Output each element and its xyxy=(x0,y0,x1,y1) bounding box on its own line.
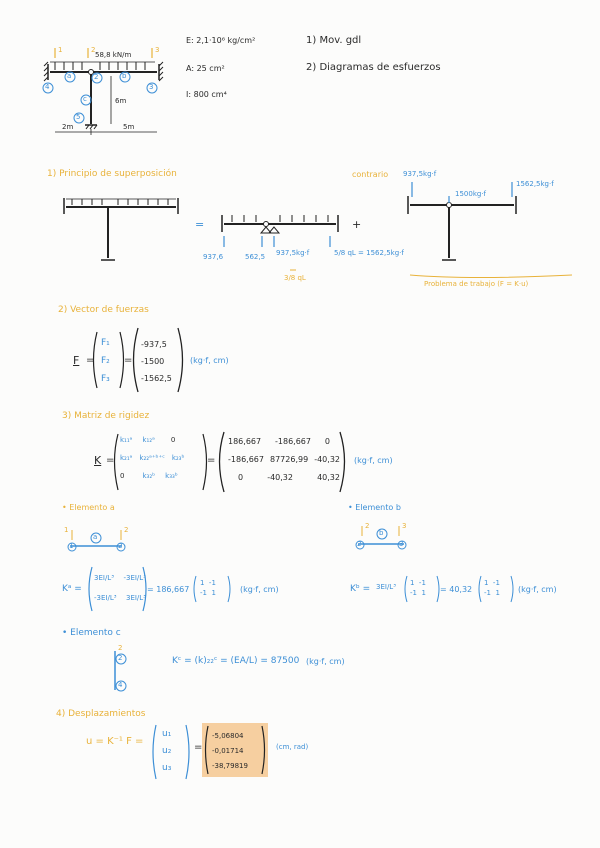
equals-sign: = xyxy=(194,742,203,753)
force-vector-symbol: F xyxy=(73,354,80,367)
node-label: 4 xyxy=(45,83,50,91)
displacement-values xyxy=(212,729,248,774)
displacement-value: -0,01714 xyxy=(212,747,244,755)
displacement-formula: u = K⁻¹ F = xyxy=(86,736,144,747)
task-1: 1) Mov. gdl xyxy=(306,35,362,46)
stiffness-matrix-symbol: K xyxy=(94,454,102,467)
element-label: a xyxy=(93,533,98,541)
reaction-label: 937,5kg·f xyxy=(276,249,310,257)
section-title: 2) Vector de fuerzas xyxy=(58,305,149,315)
stiffness-symbol: k₃₃ᵇ xyxy=(165,472,178,480)
stiffness-value: -186,667 xyxy=(275,437,311,446)
node-label: 3 xyxy=(149,83,154,91)
matrix-cell: 1 xyxy=(495,589,500,597)
element-b-lhs: Kᵇ = xyxy=(350,584,371,594)
element-label: c xyxy=(83,95,87,103)
units-label: (cm, rad) xyxy=(276,743,309,751)
note-label: 3/8 qL xyxy=(284,274,306,282)
load-label: 58,8 kN/m xyxy=(95,51,132,59)
element-b-title: • Elemento b xyxy=(348,503,401,512)
dof-label: 2 xyxy=(118,644,123,652)
stiffness-symbol: 0 xyxy=(170,436,176,444)
element-c-title: • Elemento c xyxy=(62,628,121,638)
stiffness-symbol: 0 xyxy=(120,472,125,480)
equals-sign: = xyxy=(195,218,205,231)
stiffness-value: 0 xyxy=(324,437,330,446)
stiffness-value: 0 xyxy=(238,473,244,482)
dof-label: 1 xyxy=(64,526,69,534)
force-symbol: F₂ xyxy=(101,356,110,366)
prop-E: E: 2,1·10⁶ kg/cm² xyxy=(186,36,256,45)
node-label: 2 xyxy=(118,542,123,550)
units-label: (kg·f, cm) xyxy=(518,585,557,594)
matrix-cell: -1 xyxy=(410,589,417,597)
dof-label: 2 xyxy=(365,522,370,530)
matrix-cell: -1 xyxy=(484,589,491,597)
matrix-cell: 1 xyxy=(410,579,415,587)
task-2: 2) Diagramas de esfuerzos xyxy=(306,62,441,73)
element-c-formula: Kᶜ = (k)₂₂ᶜ = (EA/L) = 87500 xyxy=(172,656,300,666)
force-symbol: F₃ xyxy=(101,374,110,384)
node-label: 2 xyxy=(357,540,362,548)
matrix-cell: -1 xyxy=(492,579,500,587)
reaction-label: 5/8 qL = 1562,5kg·f xyxy=(334,249,404,257)
matrix-cell: -1 xyxy=(200,589,207,597)
units-label: (kg·f, cm) xyxy=(190,356,229,365)
stiffness-value: -186,667 xyxy=(228,455,264,464)
load-label: 1500kg·f xyxy=(455,190,487,198)
node-label: 1 xyxy=(69,542,74,550)
dof-label: 2 xyxy=(124,526,129,534)
stiffness-symbol: k₂₂ᵃ⁺ᵇ⁺ᶜ xyxy=(139,454,165,462)
stiffness-symbol: k₃₂ᵇ xyxy=(142,472,156,480)
prop-A: A: 25 cm² xyxy=(186,64,225,73)
force-value: -937,5 xyxy=(141,340,167,349)
element-a-result: = 186,667 xyxy=(147,585,190,594)
reaction-label: 562,5 xyxy=(245,253,266,261)
force-value: -1562,5 xyxy=(141,374,172,383)
force-value: -1500 xyxy=(141,357,165,366)
dof-label: 2 xyxy=(91,46,96,54)
units-label: (kg·f, cm) xyxy=(306,657,345,666)
matrix-cell: 3EI/L³ xyxy=(125,594,146,602)
stiffness-symbol: k₁₁ᵃ xyxy=(120,436,133,444)
contrario-label: contrario xyxy=(352,170,389,179)
matrix-cell: -1 xyxy=(208,579,216,587)
matrix-cell: -3EI/L³ xyxy=(123,574,146,582)
equals-sign: = xyxy=(124,355,133,366)
node-label: 4 xyxy=(118,681,123,689)
node-label: 2 xyxy=(94,73,99,81)
matrix-cell: 1 xyxy=(421,589,426,597)
load-label: 937,5kg·f xyxy=(403,170,437,178)
node-label: 2 xyxy=(118,654,123,662)
matrix-cell: 3EI/L³ xyxy=(94,574,115,582)
element-a-lhs: Kᵃ = xyxy=(62,584,82,594)
node-label: 3 xyxy=(399,540,404,548)
dof-label: 1 xyxy=(58,46,63,54)
height-label: 6m xyxy=(115,97,127,105)
equals-sign: = xyxy=(207,455,216,466)
matrix-cell: 1 xyxy=(484,579,489,587)
stiffness-symbol: k₂₁ᵃ xyxy=(120,454,133,462)
section-title: 1) Principio de superposición xyxy=(47,169,177,179)
section-title: 3) Matriz de rigidez xyxy=(62,411,150,421)
displacement-symbol: u₃ xyxy=(162,763,172,773)
span-label: 2m xyxy=(62,123,74,131)
plus-sign: + xyxy=(352,218,362,231)
reaction-label: 937,6 xyxy=(203,253,224,261)
stiffness-symbol: k₁₂ᵃ xyxy=(142,436,155,444)
stiffness-value: -40,32 xyxy=(267,473,293,482)
prop-I: I: 800 cm⁴ xyxy=(186,90,227,99)
problem-label: Problema de trabajo (F = K·u) xyxy=(424,280,529,288)
stiffness-value: -40,32 xyxy=(314,455,340,464)
dof-label: 3 xyxy=(155,46,160,54)
displacement-value: -38,79819 xyxy=(212,762,248,770)
matrix-cell: 1 xyxy=(211,589,216,597)
node-label: 5 xyxy=(76,113,81,121)
stiffness-value: 186,667 xyxy=(228,437,262,446)
section-title: 4) Desplazamientos xyxy=(56,709,146,719)
stiffness-value: 87726,99 xyxy=(270,455,309,464)
element-b-fraction: 3EI/L³ xyxy=(376,583,397,591)
matrix-cell: 1 xyxy=(200,579,205,587)
displacement-symbol: u₁ xyxy=(162,729,172,739)
equals-sign: = xyxy=(86,355,95,366)
dof-label: 3 xyxy=(402,522,407,530)
equals-sign: = xyxy=(106,455,115,466)
displacement-symbol: u₂ xyxy=(162,746,172,756)
stiffness-symbol: k₂₃ᵇ xyxy=(171,454,185,462)
load-label: 1562,5kg·f xyxy=(516,180,554,188)
stiffness-value: 40,32 xyxy=(317,473,340,482)
force-symbol: F₁ xyxy=(101,338,110,348)
units-label: (kg·f, cm) xyxy=(240,585,279,594)
element-a-title: • Elemento a xyxy=(62,503,115,512)
matrix-cell: -1 xyxy=(418,579,426,587)
span-label: 5m xyxy=(123,123,135,131)
element-label: b xyxy=(122,72,127,80)
displacement-value: -5,06804 xyxy=(212,732,244,740)
units-label: (kg·f, cm) xyxy=(354,456,393,465)
element-b-result: = 40,32 xyxy=(440,585,473,594)
element-label: b xyxy=(379,529,384,537)
element-label: a xyxy=(67,72,72,80)
matrix-cell: -3EI/L³ xyxy=(94,594,117,602)
